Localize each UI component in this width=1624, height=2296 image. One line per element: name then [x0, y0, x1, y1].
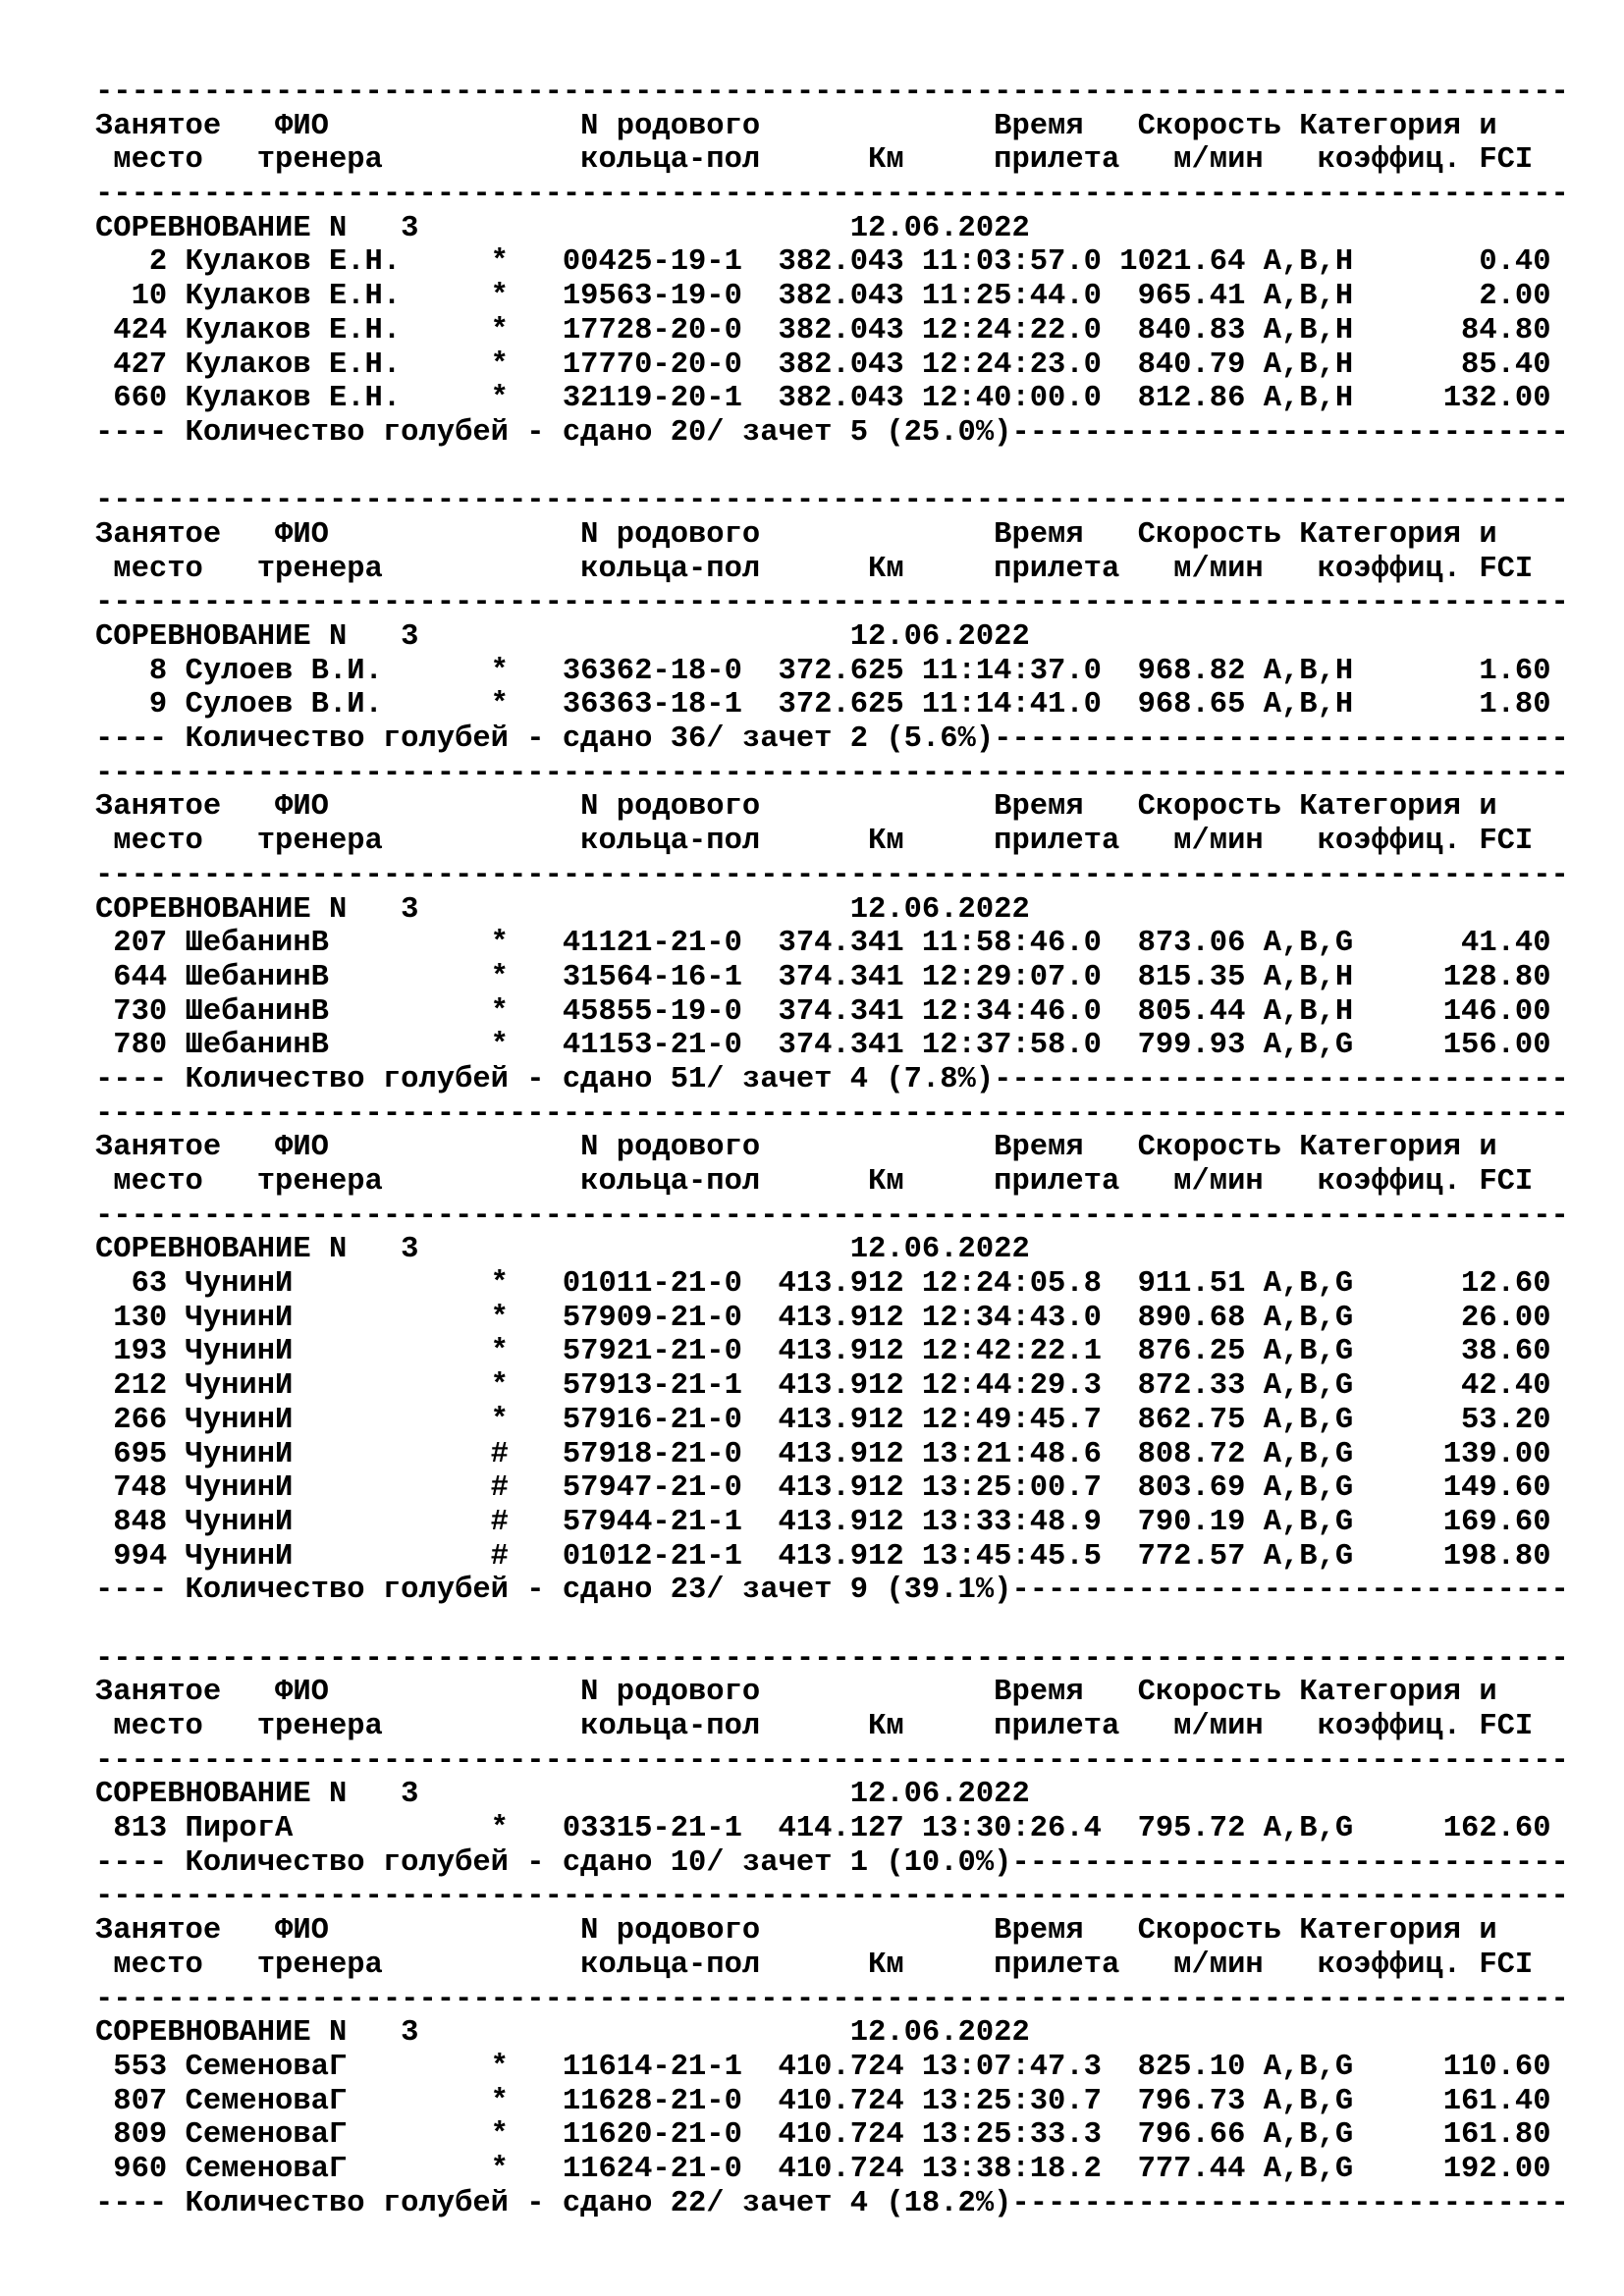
result-row: 848 ЧунинИ # 57944-21-1 413.912 13:33:48.9 790.19 A,B,G 169.60: [95, 1505, 1551, 1539]
result-row: 2 Кулаков Е.Н. * 00425-19-1 382.043 11:03:57.0 1021.64 A,B,H 0.40: [95, 245, 1551, 280]
column-header-line-2: место тренера кольца-пол Км прилета м/мин коэффиц. FCI: [95, 1948, 1534, 1982]
separator-line: ----------------------------------------------------------------------------------: [95, 484, 1569, 518]
result-row: 9 Сулоев В.И. * 36363-18-1 372.625 11:14:41.0 968.65 A,B,H 1.80: [95, 688, 1551, 722]
result-row: 809 СеменоваГ * 11620-21-0 410.724 13:25:33.3 796.66 A,B,G 161.80: [95, 2118, 1551, 2153]
column-header-line-1: Занятое ФИО N родового Время Скорость Категория и: [95, 1914, 1497, 1949]
column-header-line-2: место тренера кольца-пол Км прилета м/мин коэффиц. FCI: [95, 825, 1534, 859]
result-row: 193 ЧунинИ * 57921-21-0 413.912 12:42:22.1 876.25 A,B,G 38.60: [95, 1335, 1551, 1369]
column-header-line-2: место тренера кольца-пол Км прилета м/мин коэффиц. FCI: [95, 143, 1534, 178]
group-summary: ---- Количество голубей - сдано 23/ зачет 9 (39.1%)-------------------------------: [95, 1574, 1569, 1608]
separator-line: ----------------------------------------------------------------------------------: [95, 586, 1569, 620]
separator-line: ----------------------------------------------------------------------------------: [95, 178, 1569, 212]
result-row: 813 ПирогА * 03315-21-1 414.127 13:30:26.4 795.72 A,B,G 162.60: [95, 1812, 1551, 1846]
separator-line: ----------------------------------------------------------------------------------: [95, 1096, 1569, 1131]
separator-line: ----------------------------------------------------------------------------------: [95, 858, 1569, 892]
result-row: 730 ШебанинВ * 45855-19-0 374.341 12:34:46.0 805.44 A,B,H 146.00: [95, 994, 1551, 1029]
competition-line: СОРЕВНОВАНИЕ N 3 12.06.2022: [95, 211, 1030, 245]
column-header-line-1: Занятое ФИО N родового Время Скорость Категория и: [95, 517, 1497, 552]
race-results-document: [95, 76, 1569, 2220]
group-summary: ---- Количество голубей - сдано 22/ зачет 4 (18.2%)-------------------------------: [95, 2186, 1569, 2220]
separator-line: ----------------------------------------------------------------------------------: [95, 1199, 1569, 1233]
result-row: 212 ЧунинИ * 57913-21-1 413.912 12:44:29.3 872.33 A,B,G 42.40: [95, 1369, 1551, 1404]
result-row: 207 ШебанинВ * 41121-21-0 374.341 11:58:46.0 873.06 A,B,G 41.40: [95, 927, 1551, 961]
result-row: 660 Кулаков Е.Н. * 32119-20-1 382.043 12:40:00.0 812.86 A,B,H 132.00: [95, 382, 1551, 416]
competition-line: СОРЕВНОВАНИЕ N 3 12.06.2022: [95, 892, 1030, 927]
competition-line: СОРЕВНОВАНИЕ N 3 12.06.2022: [95, 2016, 1030, 2051]
result-row: 427 Кулаков Е.Н. * 17770-20-0 382.043 12:24:23.0 840.79 A,B,H 85.40: [95, 347, 1551, 382]
separator-line: ----------------------------------------------------------------------------------: [95, 1743, 1569, 1778]
result-row: 63 ЧунинИ * 01011-21-0 413.912 12:24:05.8 911.51 A,B,G 12.60: [95, 1267, 1551, 1302]
result-row: 424 Кулаков Е.Н. * 17728-20-0 382.043 12:24:22.0 840.83 A,B,H 84.80: [95, 313, 1551, 347]
separator-line: ----------------------------------------------------------------------------------: [95, 1982, 1569, 2016]
column-header-line-1: Занятое ФИО N родового Время Скорость Категория и: [95, 790, 1497, 825]
separator-line: ----------------------------------------------------------------------------------: [95, 756, 1569, 790]
result-row: 266 ЧунинИ * 57916-21-0 413.912 12:49:45.7 862.75 A,B,G 53.20: [95, 1403, 1551, 1437]
result-row: 695 ЧунинИ # 57918-21-0 413.912 13:21:48.6 808.72 A,B,G 139.00: [95, 1437, 1551, 1471]
group-summary: ---- Количество голубей - сдано 10/ зачет 1 (10.0%)-------------------------------: [95, 1845, 1569, 1880]
result-row: 644 ШебанинВ * 31564-16-1 374.341 12:29:07.0 815.35 A,B,H 128.80: [95, 960, 1551, 994]
group-summary: ---- Количество голубей - сдано 20/ зачет 5 (25.0%)-------------------------------: [95, 415, 1569, 450]
result-row: 10 Кулаков Е.Н. * 19563-19-0 382.043 11:25:44.0 965.41 A,B,H 2.00: [95, 280, 1551, 314]
separator-line: ----------------------------------------------------------------------------------: [95, 1880, 1569, 1914]
column-header-line-2: место тренера кольца-пол Км прилета м/мин коэффиц. FCI: [95, 1710, 1534, 1743]
column-header-line-1: Занятое ФИО N родового Время Скорость Категория и: [95, 109, 1497, 143]
group-summary: ---- Количество голубей - сдано 51/ зачет 4 (7.8%)--------------------------------: [95, 1062, 1569, 1096]
result-row: 994 ЧунинИ # 01012-21-1 413.912 13:45:45.5 772.57 A,B,G 198.80: [95, 1539, 1551, 1574]
column-header-line-1: Занятое ФИО N родового Время Скорость Категория и: [95, 1676, 1497, 1710]
group-summary: ---- Количество голубей - сдано 36/ зачет 2 (5.6%)--------------------------------: [95, 722, 1569, 757]
result-row: 130 ЧунинИ * 57909-21-0 413.912 12:34:43.0 890.68 A,B,G 26.00: [95, 1301, 1551, 1335]
result-row: 960 СеменоваГ * 11624-21-0 410.724 13:38:18.2 777.44 A,B,G 192.00: [95, 2152, 1551, 2186]
result-row: 807 СеменоваГ * 11628-21-0 410.724 13:25:30.7 796.73 A,B,G 161.40: [95, 2084, 1551, 2118]
separator-line: ----------------------------------------------------------------------------------: [95, 1641, 1569, 1676]
competition-line: СОРЕВНОВАНИЕ N 3 12.06.2022: [95, 1233, 1030, 1267]
competition-line: СОРЕВНОВАНИЕ N 3 12.06.2022: [95, 620, 1030, 654]
result-row: 8 Сулоев В.И. * 36362-18-0 372.625 11:14:37.0 968.82 A,B,H 1.60: [95, 654, 1551, 688]
column-header-line-2: место тренера кольца-пол Км прилета м/мин коэффиц. FCI: [95, 1165, 1534, 1199]
result-row: 553 СеменоваГ * 11614-21-1 410.724 13:07:47.3 825.10 A,B,G 110.60: [95, 2050, 1551, 2084]
result-row: 748 ЧунинИ # 57947-21-0 413.912 13:25:00.7 803.69 A,B,G 149.60: [95, 1471, 1551, 1506]
result-row: 780 ШебанинВ * 41153-21-0 374.341 12:37:58.0 799.93 A,B,G 156.00: [95, 1029, 1551, 1063]
column-header-line-2: место тренера кольца-пол Км прилета м/мин коэффиц. FCI: [95, 552, 1534, 586]
separator-line: ----------------------------------------------------------------------------------: [95, 76, 1569, 109]
blank-line: [95, 451, 1569, 485]
blank-line: [95, 1608, 1569, 1642]
column-header-line-1: Занятое ФИО N родового Время Скорость Категория и: [95, 1131, 1497, 1165]
competition-line: СОРЕВНОВАНИЕ N 3 12.06.2022: [95, 1778, 1030, 1812]
